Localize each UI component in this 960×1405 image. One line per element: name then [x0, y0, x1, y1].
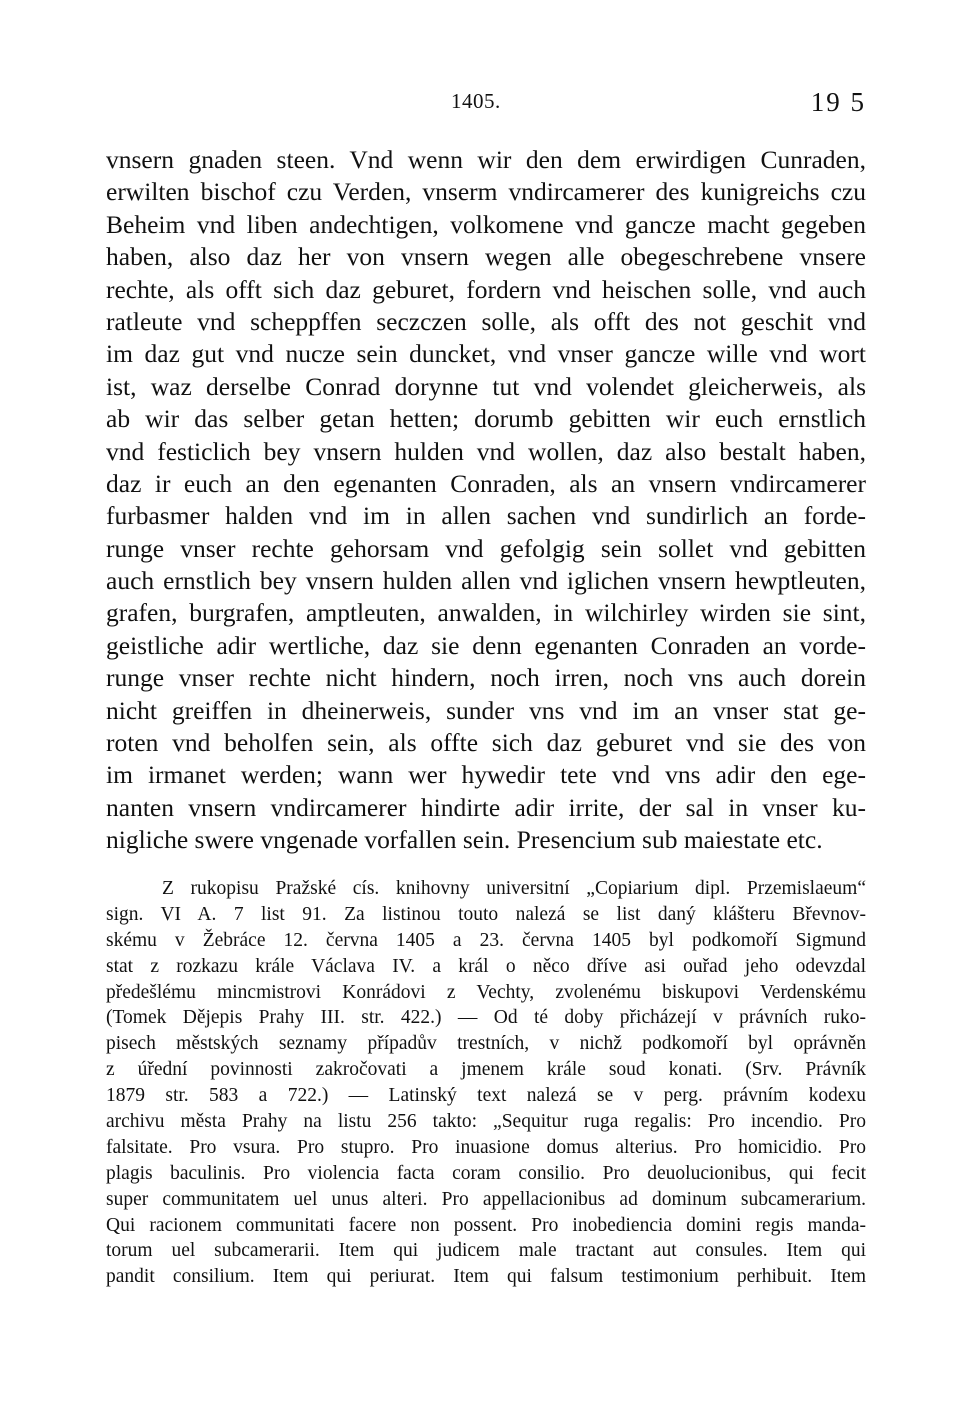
text-line: erwilten bischof czu Verden, vnserm vndircamerer des kunigreichs czu — [106, 177, 866, 207]
note-line: 1879 str. 583 a 722.) — Latinský text nalezá se v perg. právním kodexu — [106, 1085, 866, 1107]
text-line: furbasmer halden vnd im in allen sachen vnd sundirlich an forde- — [106, 501, 866, 531]
note-line: plagis baculinis. Pro violencia facta coram consilio. Pro deuolucionibus, qui fecit — [106, 1162, 866, 1184]
text-line: nicht greiffen in dheinerweis, sunder vns vnd im an vnser stat ge- — [106, 695, 866, 725]
text-line: runge vnser rechte gehorsam vnd gefolgig sein sollet vnd gebitten — [106, 533, 866, 563]
text-line: ratleute vnd scheppffen seczczen solle, als offt des not geschit vnd — [106, 306, 866, 336]
note-line: Z rukopisu Pražské cís. knihovny universitní „Copiarium dipl. Przemislaeum“ — [162, 878, 866, 899]
text-line: rechte, als offt sich daz geburet, fordern vnd heischen solle, vnd auch — [106, 274, 866, 304]
editorial-note — [106, 876, 866, 1290]
text-line: ist, waz derselbe Conrad dorynne tut vnd volendet gleicherweis, als — [106, 371, 866, 401]
text-line: Beheim vnd liben andechtigen, volkomene vnd gancze macht gegeben — [106, 209, 866, 239]
note-line: Qui racionem communitati facere non possent. Pro inobediencia domini regis manda- — [106, 1214, 866, 1236]
text-line: nanten vnsern vndircamerer hindirte adir irrite, der sal in vnser ku- — [106, 792, 866, 822]
text-line: ab wir das selber getan hetten; dorumb gebitten wir euch ernstlich — [106, 404, 866, 434]
text-line: im irmanet werden; wann wer hywedir tete vnd vns adir den ege- — [106, 760, 866, 790]
note-line: super communitatem uel unus alteri. Pro appellacionibus ad dominum subcamerarium. — [106, 1188, 866, 1210]
note-line: stat z rozkazu krále Václava IV. a král o něco dříve asi ouřad jeho odevzdal — [106, 955, 866, 977]
main-text — [106, 144, 866, 857]
note-line: pandit consilium. Item qui periurat. Item qui falsum testimonium perhibuit. Item — [106, 1266, 866, 1288]
text-line: vnd festiclich bey vnsern hulden vnd wollen, daz also bestalt haben, — [106, 436, 866, 466]
text-line: vnsern gnaden steen. Vnd wenn wir den dem erwirdigen Cunraden, — [106, 145, 866, 174]
note-line: sign. VI A. 7 list 91. Za listinou touto nalezá se list daný klášteru Břevnov- — [106, 903, 866, 925]
note-line: z úřední povinnosti zakročovati a jmenem krále soud konati. (Srv. Právník — [106, 1059, 866, 1081]
page-year: 1405. — [451, 89, 501, 113]
text-line: nigliche swere vngenade vorfallen sein. Presencium sub maiestate etc. — [106, 825, 823, 855]
text-line: haben, also daz her von vnsern wegen alle obegeschrebene vnsere — [106, 242, 866, 272]
text-line: runge vnser rechte nicht hindern, noch irren, noch vns auch dorein — [106, 663, 866, 693]
note-line: skému v Žebráce 12. června 1405 a 23. června 1405 byl podkomoří Sigmund — [106, 929, 866, 951]
page-number: 19 5 — [810, 87, 866, 117]
note-line: (Tomek Dějepis Prahy III. str. 422.) — Od té doby přicházejí v právních ruko- — [106, 1007, 866, 1029]
text-line: im daz gut vnd nucze sein duncket, vnd vnser gancze wille vnd wort — [106, 339, 866, 369]
page-header — [0, 89, 960, 119]
text-line: roten vnd beholfen sein, als offte sich daz geburet vnd sie des von — [106, 728, 866, 758]
note-line: pisech městských seznamy případův trestních, v nichž podkomoří byl oprávněn — [106, 1033, 866, 1055]
text-line: auch ernstlich bey vnsern hulden allen vnd iglichen vnsern hewptleuten, — [106, 566, 866, 596]
note-line: torum uel subcamerarii. Item qui judicem male tractant aut consules. Item qui — [106, 1240, 866, 1262]
note-line: předešlému mincmistrovi Konrádovi z Vechty, zvolenému biskupovi Verdenskému — [106, 981, 866, 1003]
note-line: falsitate. Pro vsura. Pro stupro. Pro inuasione domus alterius. Pro homicidio. Pro — [106, 1136, 866, 1158]
text-line: geistliche adir wertliche, daz sie denn egenanten Conraden an vorde- — [106, 630, 866, 660]
text-line: grafen, burgrafen, amptleuten, anwalden, in wilchirley wirden sie sint, — [106, 598, 866, 628]
note-line: archivu města Prahy na listu 256 takto: „Sequitur ruga regalis: Pro incendio. Pro — [106, 1111, 866, 1133]
text-line: daz ir euch an den egenanten Conraden, als an vnsern vndircamerer — [106, 468, 866, 498]
